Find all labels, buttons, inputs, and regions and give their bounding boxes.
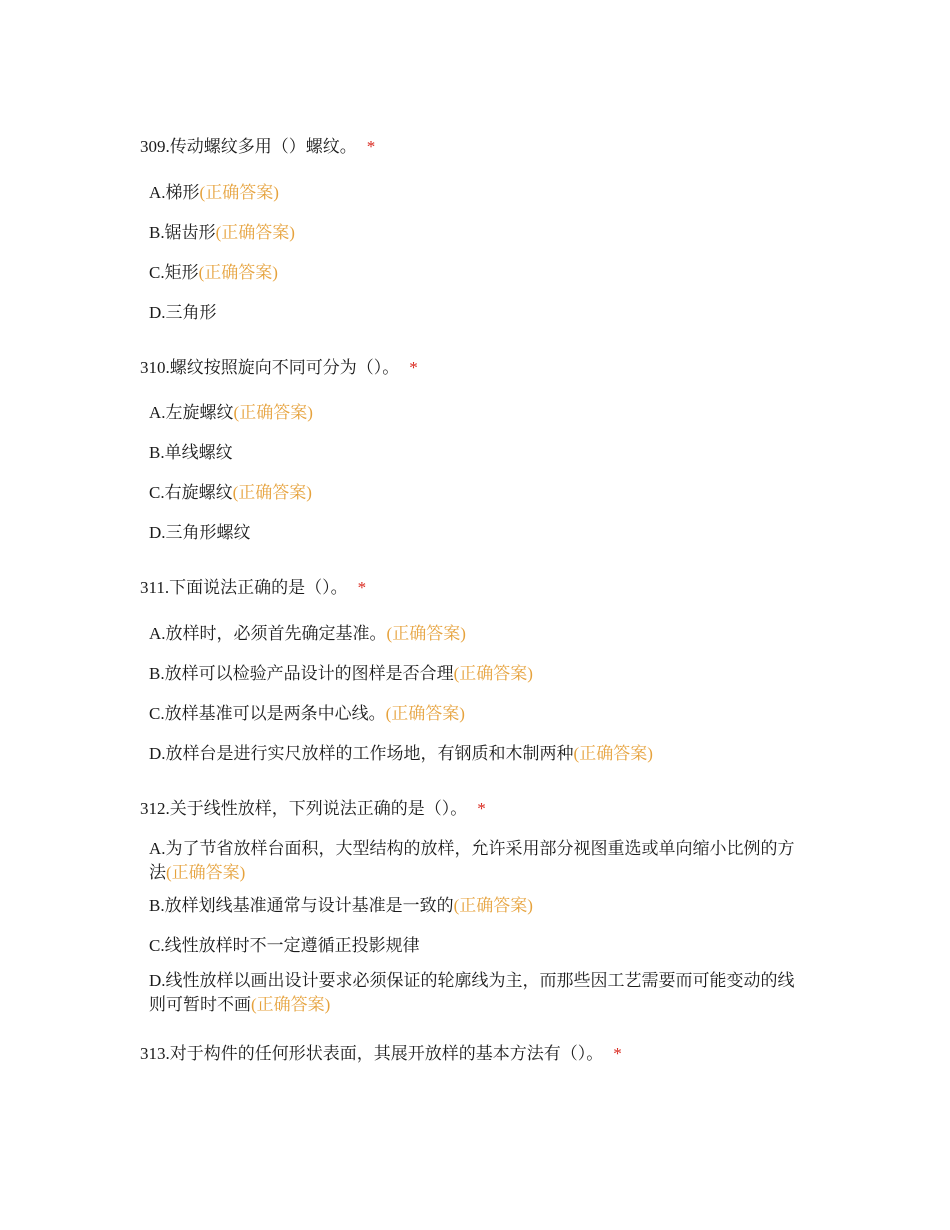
question-text: 312.关于线性放样，下列说法正确的是（）。 bbox=[140, 799, 468, 818]
option-item bbox=[149, 894, 809, 918]
option-text: D.线性放样以画出设计要求必须保证的轮廓线为主，而那些因工艺需要而可能变动的线则可暂时不画 bbox=[149, 971, 795, 1014]
option-text: B.单线螺纹 bbox=[149, 443, 233, 462]
required-mark: * bbox=[357, 578, 367, 597]
correct-answer-tag: (正确答案) bbox=[232, 483, 312, 502]
option-item bbox=[149, 521, 809, 545]
option-text: A.左旋螺纹 bbox=[149, 403, 234, 422]
question-title bbox=[140, 356, 820, 380]
correct-answer-tag: (正确答案) bbox=[251, 995, 331, 1014]
correct-answer-tag: (正确答案) bbox=[233, 403, 313, 422]
option-text: A.为了节省放样台面积，大型结构的放样，允许采用部分视图重选或单向缩小比例的方法 bbox=[149, 839, 795, 882]
option-item bbox=[149, 221, 809, 245]
question-text: 309.传动螺纹多用（）螺纹。 bbox=[140, 137, 357, 156]
option-item bbox=[149, 181, 809, 205]
option-item bbox=[149, 301, 809, 325]
option-item bbox=[149, 837, 809, 885]
option-item bbox=[149, 481, 809, 505]
correct-answer-tag: (正确答案) bbox=[453, 896, 533, 915]
question-text: 310.螺纹按照旋向不同可分为（）。 bbox=[140, 358, 400, 377]
option-item bbox=[149, 662, 809, 686]
option-text: C.右旋螺纹 bbox=[149, 483, 233, 502]
question-title bbox=[140, 1042, 820, 1066]
option-text: C.线性放样时不一定遵循正投影规律 bbox=[149, 936, 420, 955]
correct-answer-tag: (正确答案) bbox=[573, 744, 653, 763]
option-text: A.梯形 bbox=[149, 183, 200, 202]
option-item bbox=[149, 441, 809, 465]
option-item bbox=[149, 401, 809, 425]
question-title bbox=[140, 797, 820, 821]
option-item bbox=[149, 702, 809, 726]
correct-answer-tag: (正确答案) bbox=[199, 183, 279, 202]
option-text: D.三角形 bbox=[149, 303, 217, 322]
question-text: 313.对于构件的任何形状表面，其展开放样的基本方法有（）。 bbox=[140, 1044, 604, 1063]
correct-answer-tag: (正确答案) bbox=[166, 863, 246, 882]
question-title bbox=[140, 576, 820, 600]
option-text: B.放样划线基准通常与设计基准是一致的 bbox=[149, 896, 454, 915]
option-text: C.放样基准可以是两条中心线。 bbox=[149, 704, 386, 723]
required-mark: * bbox=[613, 1044, 622, 1063]
option-item bbox=[149, 742, 809, 766]
required-mark: * bbox=[477, 799, 486, 818]
option-item bbox=[149, 622, 809, 646]
required-mark: * bbox=[366, 137, 376, 156]
correct-answer-tag: (正确答案) bbox=[385, 704, 465, 723]
question-text: 311.下面说法正确的是（）。 bbox=[140, 578, 348, 597]
option-text: A.放样时，必须首先确定基准。 bbox=[149, 624, 387, 643]
option-text: B.放样可以检验产品设计的图样是否合理 bbox=[149, 664, 454, 683]
option-text: D.放样台是进行实尺放样的工作场地，有钢质和木制两种 bbox=[149, 744, 574, 763]
question-title bbox=[140, 135, 820, 159]
correct-answer-tag: (正确答案) bbox=[215, 223, 295, 242]
option-item bbox=[149, 969, 809, 1017]
required-mark: * bbox=[409, 358, 418, 377]
correct-answer-tag: (正确答案) bbox=[453, 664, 533, 683]
option-text: D.三角形螺纹 bbox=[149, 523, 251, 542]
correct-answer-tag: (正确答案) bbox=[386, 624, 466, 643]
option-text: B.锯齿形 bbox=[149, 223, 216, 242]
correct-answer-tag: (正确答案) bbox=[198, 263, 278, 282]
option-item bbox=[149, 934, 809, 958]
option-text: C.矩形 bbox=[149, 263, 199, 282]
option-item bbox=[149, 261, 809, 285]
